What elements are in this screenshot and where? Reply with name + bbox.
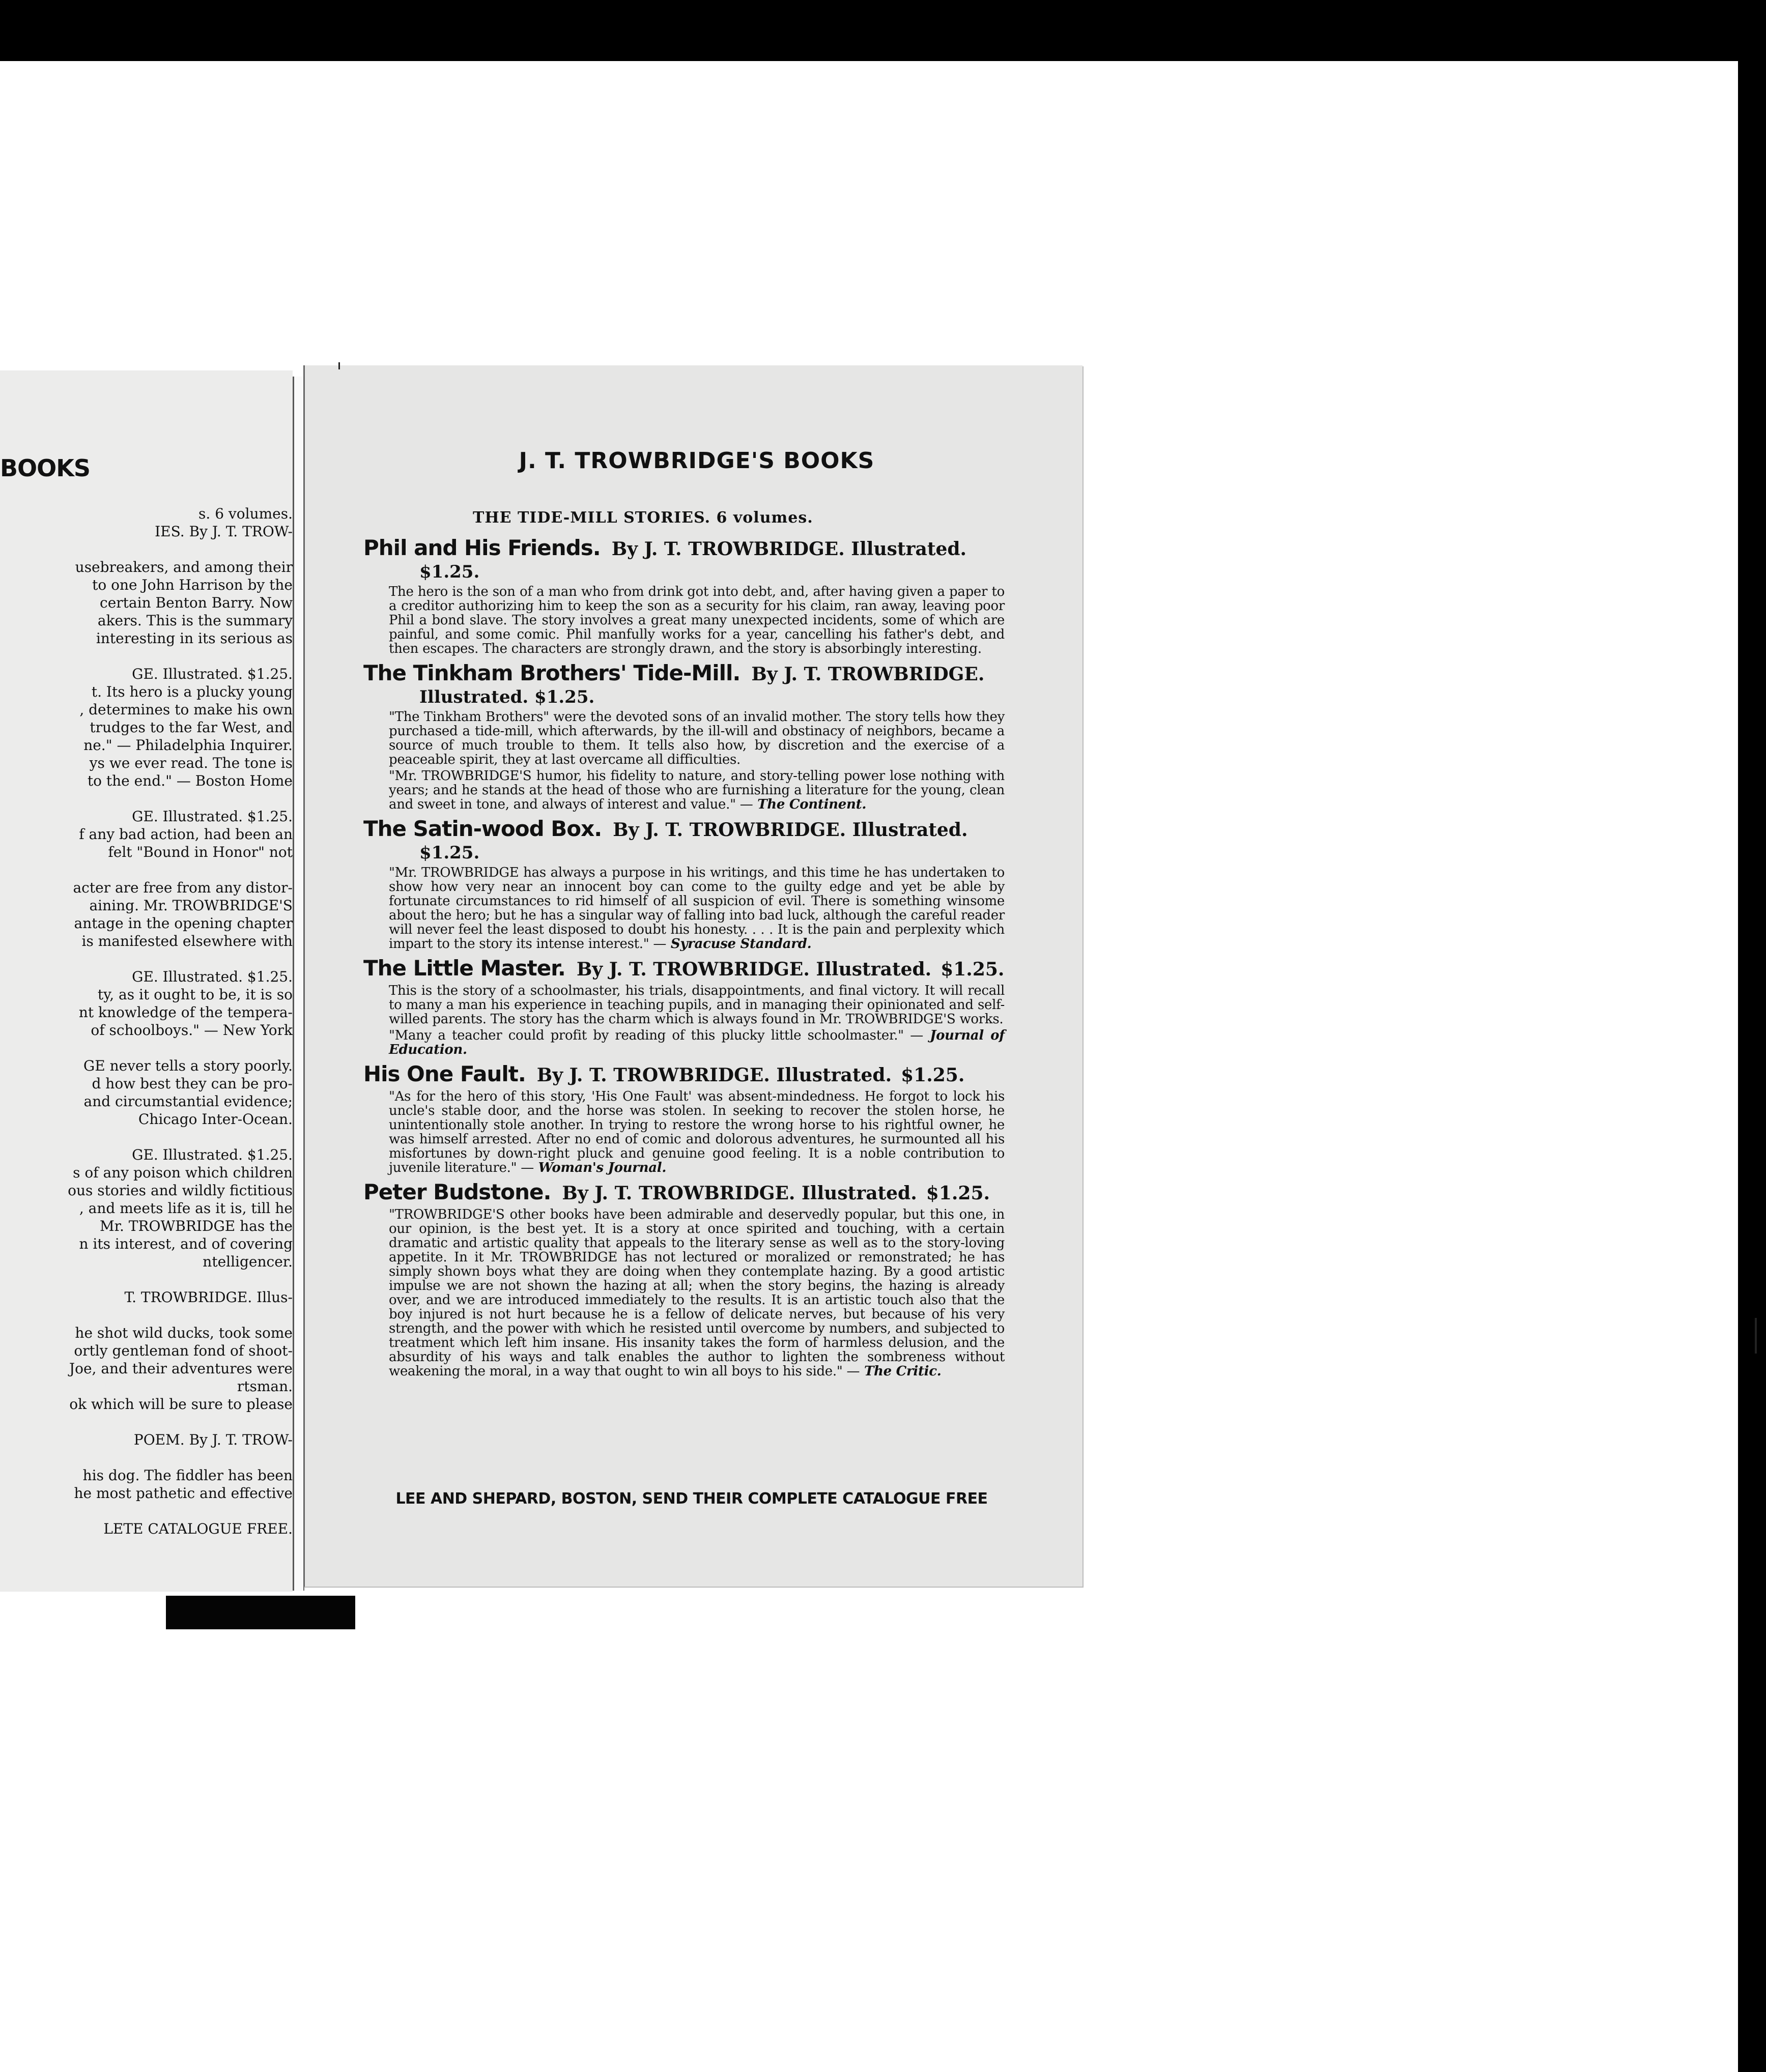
catalogue-footer: LEE AND SHEPARD, BOSTON, SEND THEIR COMPLETE CATALOGUE FREE — [395, 1490, 988, 1508]
left-page-line: ok which will be sure to please — [69, 1396, 293, 1413]
left-page-line: acter are free from any distor- — [73, 879, 293, 896]
left-page-line: GE never tells a story poorly. — [83, 1057, 293, 1074]
book-title-line — [363, 1180, 1025, 1205]
left-page-line: T. TROWBRIDGE. Illus- — [124, 1289, 293, 1306]
left-page-line: his dog. The fiddler has been — [82, 1467, 293, 1484]
left-page-line: felt "Bound in Honor" not — [108, 844, 293, 860]
book-meta: By J. T. TROWBRIDGE. Illustrated. — [562, 1183, 917, 1204]
book-description: "Mr. TROWBRIDGE'S humor, his fidelity to nature, and story-telling power lose nothing with years; and he stands at the head of those who are furnishing a literature for the young, clean and sweet in tone, and always of interest and value." — The Continent. — [389, 768, 1005, 812]
book-price: $1.25. — [419, 843, 480, 863]
review-source: Syracuse Standard. — [666, 936, 812, 952]
scan-tick — [1755, 1318, 1757, 1354]
book-entry — [363, 536, 1025, 656]
left-page-line: ne." — Philadelphia Inquirer. — [83, 737, 293, 754]
left-page-line: Joe, and their adventures were — [69, 1360, 293, 1377]
left-page-line: ntelligencer. — [203, 1253, 293, 1270]
book-title-line — [363, 1062, 1025, 1087]
left-page-line: he shot wild ducks, took some — [75, 1325, 293, 1341]
book-title-line — [363, 536, 1025, 561]
book-title: The Satin-wood Box. — [363, 816, 602, 841]
left-page-line: to one John Harrison by the — [92, 577, 293, 593]
book-description: "Many a teacher could profit by reading of this plucky little schoolmaster." — Journal of Education. — [389, 1028, 1005, 1057]
left-page-line: n its interest, and of covering — [79, 1235, 293, 1252]
left-page-line: s. 6 volumes. — [198, 505, 293, 522]
book-entry — [363, 817, 1025, 951]
left-page-line: , determines to make his own — [79, 701, 293, 718]
book-price: $1.25. — [901, 1064, 965, 1086]
left-page-line: he most pathetic and effective — [74, 1485, 293, 1502]
left-page-line: is manifested elsewhere with — [81, 933, 293, 949]
book-description: "Mr. TROWBRIDGE has always a purpose in his writings, and this time he has undertaken to show how very near an innocent boy can come to the guilty edge and yet be able by fortunate circumstances to rid himself of all suspicion of evil. There is something winsome about the hero; but he has a singular way of falling into bad luck, although the careful reader will never feel the least disposed to doubt his honesty. . . . It is the pain and perplexity which impart to the story its intense interest." — Syracuse Standard. — [389, 865, 1005, 952]
left-page-line: f any bad action, had been an — [79, 826, 293, 843]
book-title: The Tinkham Brothers' Tide-Mill. — [363, 660, 740, 685]
scan-marker — [166, 1596, 355, 1629]
book-title-line — [363, 956, 1025, 982]
book-meta: By J. T. TROWBRIDGE. Illustrated. — [536, 1064, 892, 1086]
left-page-line: and circumstantial evidence; — [83, 1093, 293, 1110]
book-price: $1.25. — [941, 959, 1005, 980]
book-title: His One Fault. — [363, 1061, 526, 1086]
book-description: This is the story of a schoolmaster, his trials, disappointments, and final victory. It will recall to many a man his experience in teaching pupils, and in managing their opinionated and self-willed parents. The story has the charm which is always found in Mr. TROWBRIDGE'S works. — [389, 983, 1005, 1027]
left-page-line: GE. Illustrated. $1.25. — [132, 808, 293, 825]
book-title: Peter Budstone. — [363, 1179, 551, 1204]
left-page-line: akers. This is the summary — [97, 612, 293, 629]
left-page-line: aining. Mr. TROWBRIDGE'S — [89, 897, 293, 914]
book-title: The Little Master. — [363, 956, 565, 981]
left-page-line: ous stories and wildly fictitious — [68, 1182, 293, 1199]
scan-tick — [338, 362, 340, 369]
left-page-line: IES. By J. T. TROW- — [155, 523, 293, 540]
book-entry — [363, 956, 1025, 1057]
left-page-line: , and meets life as it is, till he — [79, 1200, 293, 1217]
book-title: Phil and His Friends. — [363, 535, 601, 560]
left-page-line: ortly gentleman fond of shoot- — [74, 1342, 293, 1359]
left-page-line: interesting in its serious as — [96, 630, 293, 647]
book-entry — [363, 661, 1025, 812]
book-entry — [363, 1180, 1025, 1378]
left-page-line: of schoolboys." — New York — [91, 1022, 293, 1039]
right-page — [303, 365, 1083, 1587]
left-page-line: POEM. By J. T. TROW- — [133, 1431, 293, 1448]
book-description: "As for the hero of this story, 'His One Fault' was absent-mindedness. He forgot to lock his uncle's stable door, and the horse was stolen. In seeking to recover the stolen horse, he unintentionally stole another. In trying to restore the wrong horse to his rightful owner, he was himself arrested. After no end of comic and dolorous adventures, he surmounted all his misfortunes by down-right pluck and genuine good feeling. It is a noble contribution to juvenile literature." — Woman's Journal. — [389, 1089, 1005, 1175]
left-page-heading: BOOKS — [0, 454, 91, 482]
left-page-line: GE. Illustrated. $1.25. — [132, 1146, 293, 1163]
left-page-line: ty, as it ought to be, it is so — [97, 986, 293, 1003]
book-title-line — [363, 661, 1025, 686]
left-page-line: ys we ever read. The tone is — [89, 755, 293, 771]
left-page-line: d how best they can be pro- — [92, 1075, 293, 1092]
left-page-line: trudges to the far West, and — [90, 719, 293, 736]
page-title: J. T. TROWBRIDGE'S BOOKS — [519, 448, 875, 474]
series-heading: THE TIDE-MILL STORIES. 6 volumes. — [473, 509, 813, 527]
left-page-line: Mr. TROWBRIDGE has the — [100, 1218, 293, 1234]
book-list — [363, 536, 1025, 1384]
left-page-line: usebreakers, and among their — [75, 559, 293, 575]
page-gutter — [293, 377, 304, 1591]
review-source: The Critic. — [860, 1364, 942, 1379]
book-price: Illustrated. $1.25. — [419, 687, 595, 707]
left-page-line: Chicago Inter-Ocean. — [138, 1111, 293, 1128]
left-page-line: LETE CATALOGUE FREE. — [103, 1520, 293, 1537]
review-source: Journal of Education. — [389, 1028, 1005, 1057]
book-price: $1.25. — [419, 562, 480, 582]
book-meta: By J. T. TROWBRIDGE. — [751, 664, 985, 685]
book-meta: By J. T. TROWBRIDGE. Illustrated. — [611, 538, 967, 560]
left-page-line: certain Benton Barry. Now — [100, 594, 293, 611]
left-page-line: rtsman. — [237, 1378, 293, 1395]
book-entry — [363, 1062, 1025, 1175]
review-source: Woman's Journal. — [533, 1160, 667, 1175]
review-source: The Continent. — [753, 797, 867, 812]
book-meta: By J. T. TROWBRIDGE. Illustrated. — [576, 959, 932, 980]
left-page-line: antage in the opening chapter — [74, 915, 293, 932]
book-description: The hero is the son of a man who from drink got into debt, and, after having given a paper to a creditor authorizing him to keep the son as a security for his claim, ran away, leaving poor Phil a bond slave. The story involves a great many unexpected incidents, some of which are painful, and some comic. Phil manfully works for a year, cancelling his father's debt, and then escapes. The characters are strongly drawn, and the story is absorbingly interesting. — [389, 584, 1005, 656]
left-page-line: to the end." — Boston Home — [87, 772, 293, 789]
left-page-line: s of any poison which children — [73, 1164, 293, 1181]
left-page-line: nt knowledge of the tempera- — [78, 1004, 293, 1021]
left-page — [0, 370, 293, 1592]
book-price: $1.25. — [926, 1183, 990, 1204]
book-title-line — [363, 817, 1025, 842]
book-description: "TROWBRIDGE'S other books have been admirable and deservedly popular, but this one, in our opinion, is the best yet. It is a story at once spirited and touching, with a certain dramatic and artistic quality that appeals to the literary sense as well as to the story-loving appetite. In it Mr. TROWBRIDGE has not lectured or moralized or remonstrated; he has simply shown boys what they are doing when they contemplate hazing. By a good artistic impulse we are not shown the hazing at all; when the story begins, the hazing is already over, and we are introduced immediately to the results. It is an artistic touch also that the boy injured is not hurt because he is a fellow of delicate nerves, but because of his very strength, and the power with which he resisted until overcome by numbers, and subjected to treatment which left him insane. His insanity takes the form of harmless delusion, and the absurdity of his ways and talk enables the author to lighten the sombreness without weakening the moral, in a way that ought to win all boys to his side." — The Critic. — [389, 1207, 1005, 1379]
book-description: "The Tinkham Brothers" were the devoted sons of an invalid mother. The story tells how they purchased a tide-mill, which afterwards, by the ill-will and obstinacy of neighbors, became a source of much trouble to them. It tells also how, by discretion and the exercise of a peaceable spirit, they at last overcame all difficulties. — [389, 709, 1005, 767]
left-page-line: GE. Illustrated. $1.25. — [132, 666, 293, 682]
left-page-line: GE. Illustrated. $1.25. — [132, 968, 293, 985]
left-page-line: t. Its hero is a plucky young — [91, 683, 293, 700]
book-meta: By J. T. TROWBRIDGE. Illustrated. — [613, 819, 968, 841]
